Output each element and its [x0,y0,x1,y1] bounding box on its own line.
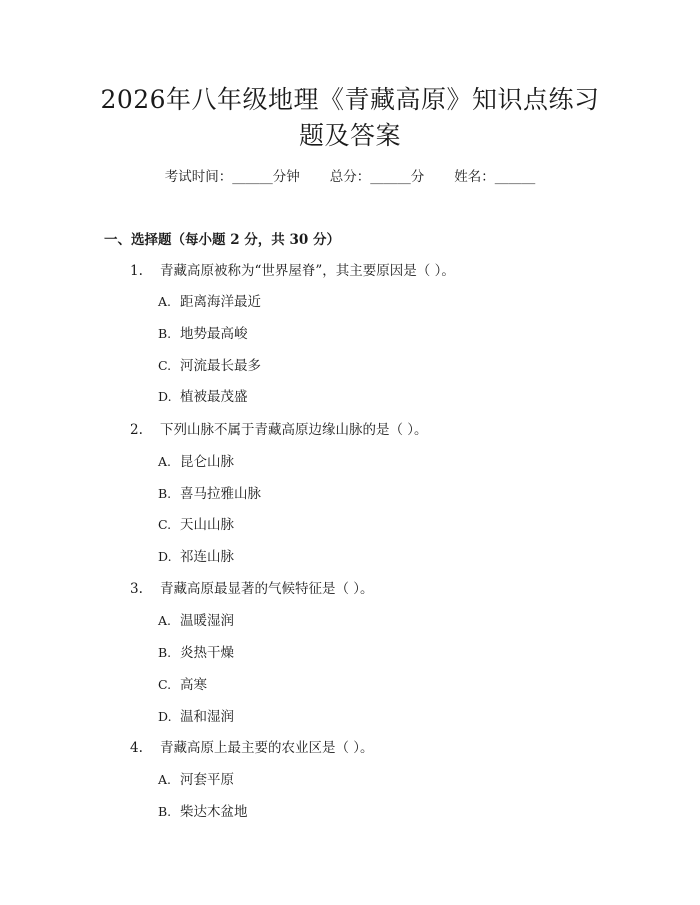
question-text: 青藏高原上最主要的农业区是（ ）。 [160,740,374,756]
question-number: 3. [130,581,143,597]
option-letter: B. [158,326,172,341]
option-text: 温暖湿润 [180,613,234,629]
option-letter: C. [158,677,172,692]
option-text: 天山山脉 [180,517,234,533]
option-text: 炎热干燥 [180,645,234,661]
question-number: 1. [130,263,143,279]
document-title-line-2: 题及答案 [298,121,401,150]
question-text: 青藏高原被称为“世界屋脊”，其主要原因是（ ）。 [160,263,455,279]
option-text: 昆仑山脉 [180,454,234,470]
option-letter: D. [158,709,172,724]
option-letter: B. [158,645,172,660]
option-letter: A. [158,294,172,309]
option-text: 柴达木盆地 [180,804,248,820]
option-letter: A. [158,613,172,628]
option-text: 河流最长最多 [180,358,261,374]
document-title-line-1: 2026年八年级地理《青藏高原》知识点练习 [100,85,600,114]
option-text: 高寒 [180,677,207,693]
option-text: 河套平原 [180,772,234,788]
total-score-field: 总分：______分 [329,169,425,185]
option-text: 植被最茂盛 [180,389,248,405]
option-letter: C. [158,358,172,373]
option-letter: A. [158,772,172,787]
section-heading: 一、选择题（每小题 2 分，共 30 分） [104,232,340,248]
option-letter: B. [158,486,172,501]
option-letter: D. [158,549,172,564]
exam-info-line [0,167,700,187]
option-text: 地势最高峻 [180,326,248,342]
question-text: 下列山脉不属于青藏高原边缘山脉的是（ ）。 [160,422,428,438]
option-letter: A. [158,454,172,469]
question-text: 青藏高原最显著的气候特征是（ ）。 [160,581,374,597]
exam-time-field: 考试时间：______分钟 [164,169,300,185]
option-letter: C. [158,517,172,532]
option-text: 喜马拉雅山脉 [180,486,261,502]
option-text: 温和湿润 [180,709,234,725]
question-number: 2. [130,422,143,438]
student-name-field: 姓名：______ [454,169,536,185]
option-text: 距离海洋最近 [180,294,261,310]
option-text: 祁连山脉 [180,549,234,565]
option-letter: D. [158,389,172,404]
option-letter: B. [158,804,172,819]
question-number: 4. [130,740,143,756]
